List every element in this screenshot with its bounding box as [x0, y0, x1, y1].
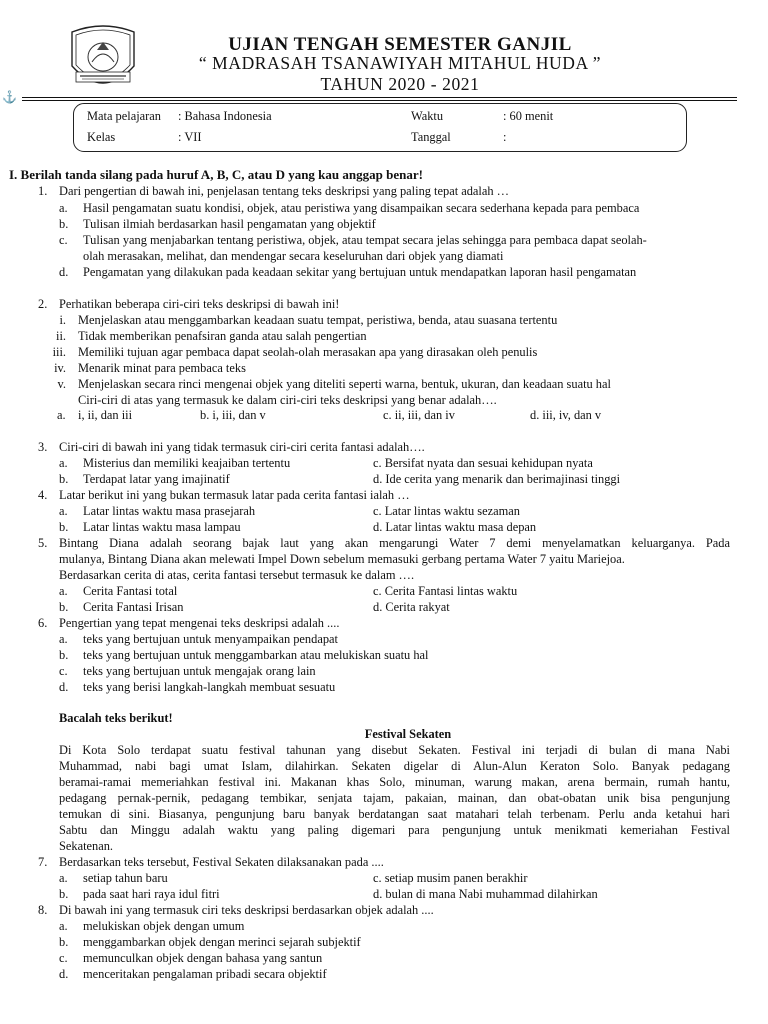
q4-letter-a: a. [59, 504, 68, 518]
q8-text: Di bawah ini yang termasuk ciri teks deskripsi berdasarkan objek adalah .... [59, 903, 434, 917]
q4-option-c: c. Latar lintas waktu sezaman [373, 504, 520, 518]
header-divider-thin [22, 100, 737, 101]
q1-letter-c: c. [59, 233, 68, 247]
q2-item-ii: Tidak memberikan penafsiran ganda atau salah pengertian [78, 329, 367, 343]
q5-option-a: Cerita Fantasi total [83, 584, 178, 598]
q6-option-c: teks yang bertujuan untuk mengajak orang lain [83, 664, 316, 678]
q2-letter-a: a. [57, 408, 66, 422]
q2-roman-iii: iii. [52, 345, 66, 359]
reading-line-4: pedagang pernak-pernik, pedagang tembikar, senjata tajam, pakaian, mainan, dan obat-obatan unik bisa pengunjung [59, 791, 730, 805]
q2-option-b: b. i, iii, dan v [200, 408, 266, 422]
q2-item-v: Menjelaskan secara rinci mengenai objek yang diteliti seperti warna, bentuk, ukuran, dan keadaan suatu hal [78, 377, 611, 391]
anchor-icon: ⚓ [2, 90, 17, 104]
q6-letter-b: b. [59, 648, 69, 662]
q5-text-line2: mulanya, Bintang Diana akan melewati Impel Down sebelum memasuki gerbang pertama Water 7 yaitu Mariejoa. [59, 552, 625, 566]
q1-option-d: Pengamatan yang dilakukan pada keadaan sekitar yang bertujuan untuk mendapatkan laporan hasil pengamatan [83, 265, 637, 279]
q2-roman-ii: ii. [56, 329, 66, 343]
q5-option-b: Cerita Fantasi Irisan [83, 600, 184, 614]
q2-item-i: Menjelaskan atau menggambarkan keadaan suatu tempat, peristiwa, benda, atau suasana tertentu [78, 313, 558, 327]
q5-option-d: d. Cerita rakyat [373, 600, 450, 614]
q3-letter-a: a. [59, 456, 68, 470]
q4-option-d: d. Latar lintas waktu masa depan [373, 520, 537, 534]
q8-number: 8. [38, 903, 48, 917]
q8-letter-c: c. [59, 951, 68, 965]
q1-letter-b: b. [59, 217, 69, 231]
q8-option-a: melukiskan objek dengan umum [83, 919, 245, 933]
q1-option-c-line2: olah merasakan, melihat, dan mendengar secara keseluruhan dari objek yang diamati [83, 249, 504, 263]
q6-letter-a: a. [59, 632, 68, 646]
q2-number: 2. [38, 297, 48, 311]
q7-text: Berdasarkan teks tersebut, Festival Sekaten dilaksanakan pada .... [59, 855, 384, 869]
q8-option-b: menggambarkan objek dengan merinci sejarah subjektif [83, 935, 361, 949]
q1-option-a: Hasil pengamatan suatu kondisi, objek, atau peristiwa yang disampaikan secara sederhana kepada para pembaca [83, 201, 640, 215]
q5-option-c: c. Cerita Fantasi lintas waktu [373, 584, 518, 598]
q5-letter-a: a. [59, 584, 68, 598]
q5-text-line3: Berdasarkan cerita di atas, cerita fantasi tersebut termasuk ke dalam …. [59, 568, 415, 582]
q4-option-a: Latar lintas waktu masa prasejarah [83, 504, 256, 518]
q3-option-b: Terdapat latar yang imajinatif [83, 472, 230, 486]
q4-option-b: Latar lintas waktu masa lampau [83, 520, 241, 534]
q2-roman-iv: iv. [54, 361, 66, 375]
q6-number: 6. [38, 616, 48, 630]
q8-option-c: memunculkan objek dengan bahasa yang santun [83, 951, 323, 965]
q8-letter-a: a. [59, 919, 68, 933]
q7-number: 7. [38, 855, 48, 869]
q4-number: 4. [38, 488, 48, 502]
reading-line-3: beramai-ramai memeriahkan festival ini. Makanan khas Solo, minuman, warung makan, arena bermain, rumah hantu, [59, 775, 730, 789]
q2-option-d: d. iii, iv, dan v [530, 408, 602, 422]
q8-option-d: menceritakan pengalaman pribadi secara objektif [83, 967, 327, 981]
q7-option-c: c. setiap musim panen berakhir [373, 871, 528, 885]
section-instruction: I. Berilah tanda silang pada huruf A, B, C, atau D yang kau anggap benar! [9, 167, 423, 182]
q7-option-b: pada saat hari raya idul fitri [83, 887, 220, 901]
q1-option-c-line1: Tulisan yang menjabarkan tentang peristiwa, objek, atau tempat secara jelas sehingga para pembaca dapat seolah- [83, 233, 647, 247]
q1-number: 1. [38, 184, 48, 198]
header-divider [22, 97, 737, 98]
q6-option-a: teks yang bertujuan untuk menyampaikan pendapat [83, 632, 338, 646]
q2-text: Perhatikan beberapa ciri-ciri teks deskripsi di bawah ini! [59, 297, 340, 311]
q6-letter-c: c. [59, 664, 68, 678]
class-value: : VII [178, 130, 202, 144]
q8-letter-d: d. [59, 967, 69, 981]
subject-label: Mata pelajaran [87, 109, 161, 123]
q3-text: Ciri-ciri di bawah ini yang tidak termasuk ciri-ciri cerita fantasi adalah…. [59, 440, 425, 454]
q3-option-c: c. Bersifat nyata dan sesuai kehidupan nyata [373, 456, 593, 470]
reading-line-6: Sabtu dan Minggu adalah waktu yang paling digemari para pengunjung untuk menikmati kemeriahan Festival [59, 823, 730, 837]
q5-letter-b: b. [59, 600, 69, 614]
school-year: TAHUN 2020 - 2021 [320, 74, 480, 94]
school-name: “ MADRASAH TSANAWIYAH MITAHUL HUDA ” [198, 53, 602, 73]
date-label: Tanggal [411, 130, 451, 144]
time-label: Waktu [411, 109, 444, 123]
q2-roman-i: i. [59, 313, 66, 327]
time-value: : 60 menit [503, 109, 554, 123]
q5-number: 5. [38, 536, 48, 550]
q3-option-d: d. Ide cerita yang menarik dan berimajinasi tinggi [373, 472, 621, 486]
reading-heading: Bacalah teks berikut! [59, 711, 173, 725]
date-value: : [503, 130, 507, 144]
q1-letter-a: a. [59, 201, 68, 215]
q3-number: 3. [38, 440, 48, 454]
reading-title: Festival Sekaten [364, 727, 452, 741]
q1-letter-d: d. [59, 265, 69, 279]
q4-text: Latar berikut ini yang bukan termasuk latar pada cerita fantasi ialah … [59, 488, 410, 502]
q1-text: Dari pengertian di bawah ini, penjelasan tentang teks deskripsi yang paling tepat adalah … [59, 184, 510, 198]
q3-option-a: Misterius dan memiliki keajaiban tertentu [83, 456, 291, 470]
q7-letter-b: b. [59, 887, 69, 901]
q2-question: Ciri-ciri di atas yang termasuk ke dalam ciri-ciri teks deskripsi yang benar adalah…. [78, 393, 497, 407]
q8-letter-b: b. [59, 935, 69, 949]
q6-option-d: teks yang berisi langkah-langkah membuat sesuatu [83, 680, 336, 694]
q7-option-a: setiap tahun baru [83, 871, 168, 885]
q6-letter-d: d. [59, 680, 69, 694]
exam-info-box [73, 103, 687, 152]
q3-letter-b: b. [59, 472, 69, 486]
q5-text-line1: Bintang Diana adalah seorang bajak laut yang akan mengarungi Water 7 demi menyelamatkan keluarganya. Pada [59, 536, 730, 550]
exam-title: UJIAN TENGAH SEMESTER GANJIL [228, 34, 572, 55]
q6-option-b: teks yang bertujuan untuk menggambarkan atau melukiskan suatu hal [83, 648, 429, 662]
q2-option-c: c. ii, iii, dan iv [383, 408, 455, 422]
q2-item-iii: Memiliki tujuan agar pembaca dapat seolah-olah merasakan apa yang dirasakan oleh penulis [78, 345, 538, 359]
q2-roman-v: v. [57, 377, 66, 391]
q2-option-a: i, ii, dan iii [78, 408, 133, 422]
reading-line-5: temukan di sini. Biasanya, pengunjung baru banyak berdatangan saat matahari telah terbenam. Perlu anda ketahui hari [59, 807, 730, 821]
reading-line-7: Sekatenan. [59, 839, 114, 853]
q1-option-b: Tulisan ilmiah berdasarkan hasil pengamatan yang objektif [83, 217, 376, 231]
reading-line-1: Di Kota Solo terdapat suatu festival tahunan yang disebut Sekaten. Festival ini terjadi di bulan di mana Nabi [59, 743, 730, 757]
q4-letter-b: b. [59, 520, 69, 534]
q2-item-iv: Menarik minat para pembaca teks [78, 361, 246, 375]
class-label: Kelas [87, 130, 116, 144]
reading-line-2: Muhammad, nabi bagi umat Islam, dilahirkan. Sekaten digelar di Alun-Alun Keraton Solo. Banyak pedagang [59, 759, 730, 773]
subject-value: : Bahasa Indonesia [178, 109, 272, 123]
q7-option-d: d. bulan di mana Nabi muhammad dilahirkan [373, 887, 598, 901]
q7-letter-a: a. [59, 871, 68, 885]
q6-text: Pengertian yang tepat mengenai teks deskripsi adalah .... [59, 616, 340, 630]
